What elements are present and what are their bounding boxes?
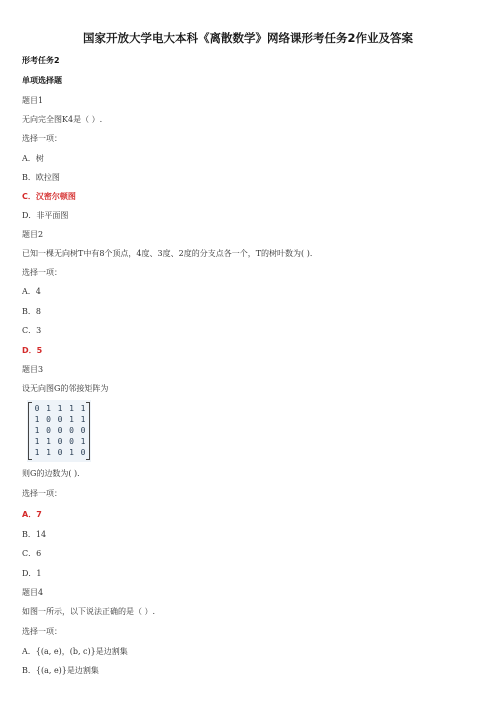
question-3-option-b: B．14 [22, 530, 47, 539]
subsection-heading: 单项选择题 [22, 76, 62, 85]
matrix-row [32, 426, 88, 436]
question-1-text: 无向完全图K4是（ ）. [22, 115, 103, 124]
matrix-cell: 1 [34, 448, 40, 457]
matrix-cell: 1 [34, 426, 40, 435]
document-title: 国家开放大学电大本科《离散数学》网络课形考任务2作业及答案 [83, 31, 413, 45]
matrix-cell: 0 [34, 404, 40, 413]
question-1-option-d: D．非平面图 [22, 211, 69, 220]
matrix-cell: 1 [46, 448, 51, 457]
question-3-text-continued: 则G的边数为( )． [22, 469, 86, 478]
question-1-prompt: 选择一项： [22, 134, 62, 143]
matrix-cell: 1 [69, 448, 74, 457]
question-4-option-b: B．{(a, e)}是边割集 [22, 666, 99, 675]
matrix-cell: 1 [46, 404, 51, 413]
question-1-label: 题目1 [22, 96, 44, 105]
matrix-cell: 0 [57, 426, 63, 435]
matrix-cell: 1 [80, 404, 86, 413]
question-1-option-a: A．树 [22, 154, 44, 163]
matrix-cell: 1 [69, 404, 74, 413]
question-4-text: 如图一所示，以下说法正确的是（ ）. [22, 607, 156, 616]
matrix-cell: 1 [69, 415, 74, 424]
matrix-cell: 0 [80, 426, 86, 435]
adjacency-matrix [27, 400, 91, 462]
question-4-prompt: 选择一项： [22, 627, 62, 636]
question-2-option-a: A．4 [22, 287, 41, 296]
matrix-cell: 0 [57, 415, 63, 424]
matrix-cell: 0 [80, 448, 86, 457]
matrix-cell: 1 [34, 415, 40, 424]
matrix-cell: 0 [57, 437, 63, 446]
question-1-option-c-answer: C．汉密尔顿图 [22, 192, 76, 201]
section-heading: 形考任务2 [22, 56, 60, 65]
matrix-row [32, 404, 88, 414]
question-1-option-b: B．欧拉图 [22, 173, 60, 182]
question-3-label: 题目3 [22, 365, 44, 374]
matrix-cell: 1 [57, 404, 63, 413]
matrix-row [32, 415, 88, 425]
matrix-cell: 0 [57, 448, 63, 457]
question-3-prompt: 选择一项： [22, 489, 62, 498]
question-3-option-d: D．1 [22, 569, 42, 578]
question-3-option-a-answer: A．7 [22, 510, 42, 519]
matrix-cell: 1 [46, 437, 51, 446]
question-2-label: 题目2 [22, 230, 44, 239]
question-2-text: 已知一棵无向树T中有8个顶点，4度、3度、2度的分支点各一个，T的树叶数为( )． [22, 249, 318, 258]
matrix-row [32, 448, 88, 458]
matrix-row [32, 437, 88, 447]
question-2-option-c: C．3 [22, 326, 42, 335]
question-2-prompt: 选择一项： [22, 268, 62, 277]
question-3-text: 设无向图G的邻接矩阵为 [22, 384, 109, 393]
matrix-cell: 1 [34, 437, 40, 446]
matrix-cell: 0 [46, 415, 51, 424]
question-2-option-d-answer: D．5 [22, 346, 43, 355]
question-3-option-c: C．6 [22, 549, 42, 558]
matrix-cell: 0 [46, 426, 51, 435]
matrix-cell: 0 [69, 426, 74, 435]
question-2-option-b: B．8 [22, 307, 41, 316]
question-4-label: 题目4 [22, 588, 44, 597]
matrix-cell: 0 [69, 437, 74, 446]
matrix-cell: 1 [80, 437, 86, 446]
question-4-option-a: A．{(a, e)，(b, c)}是边割集 [22, 647, 128, 656]
matrix-cell: 1 [80, 415, 86, 424]
